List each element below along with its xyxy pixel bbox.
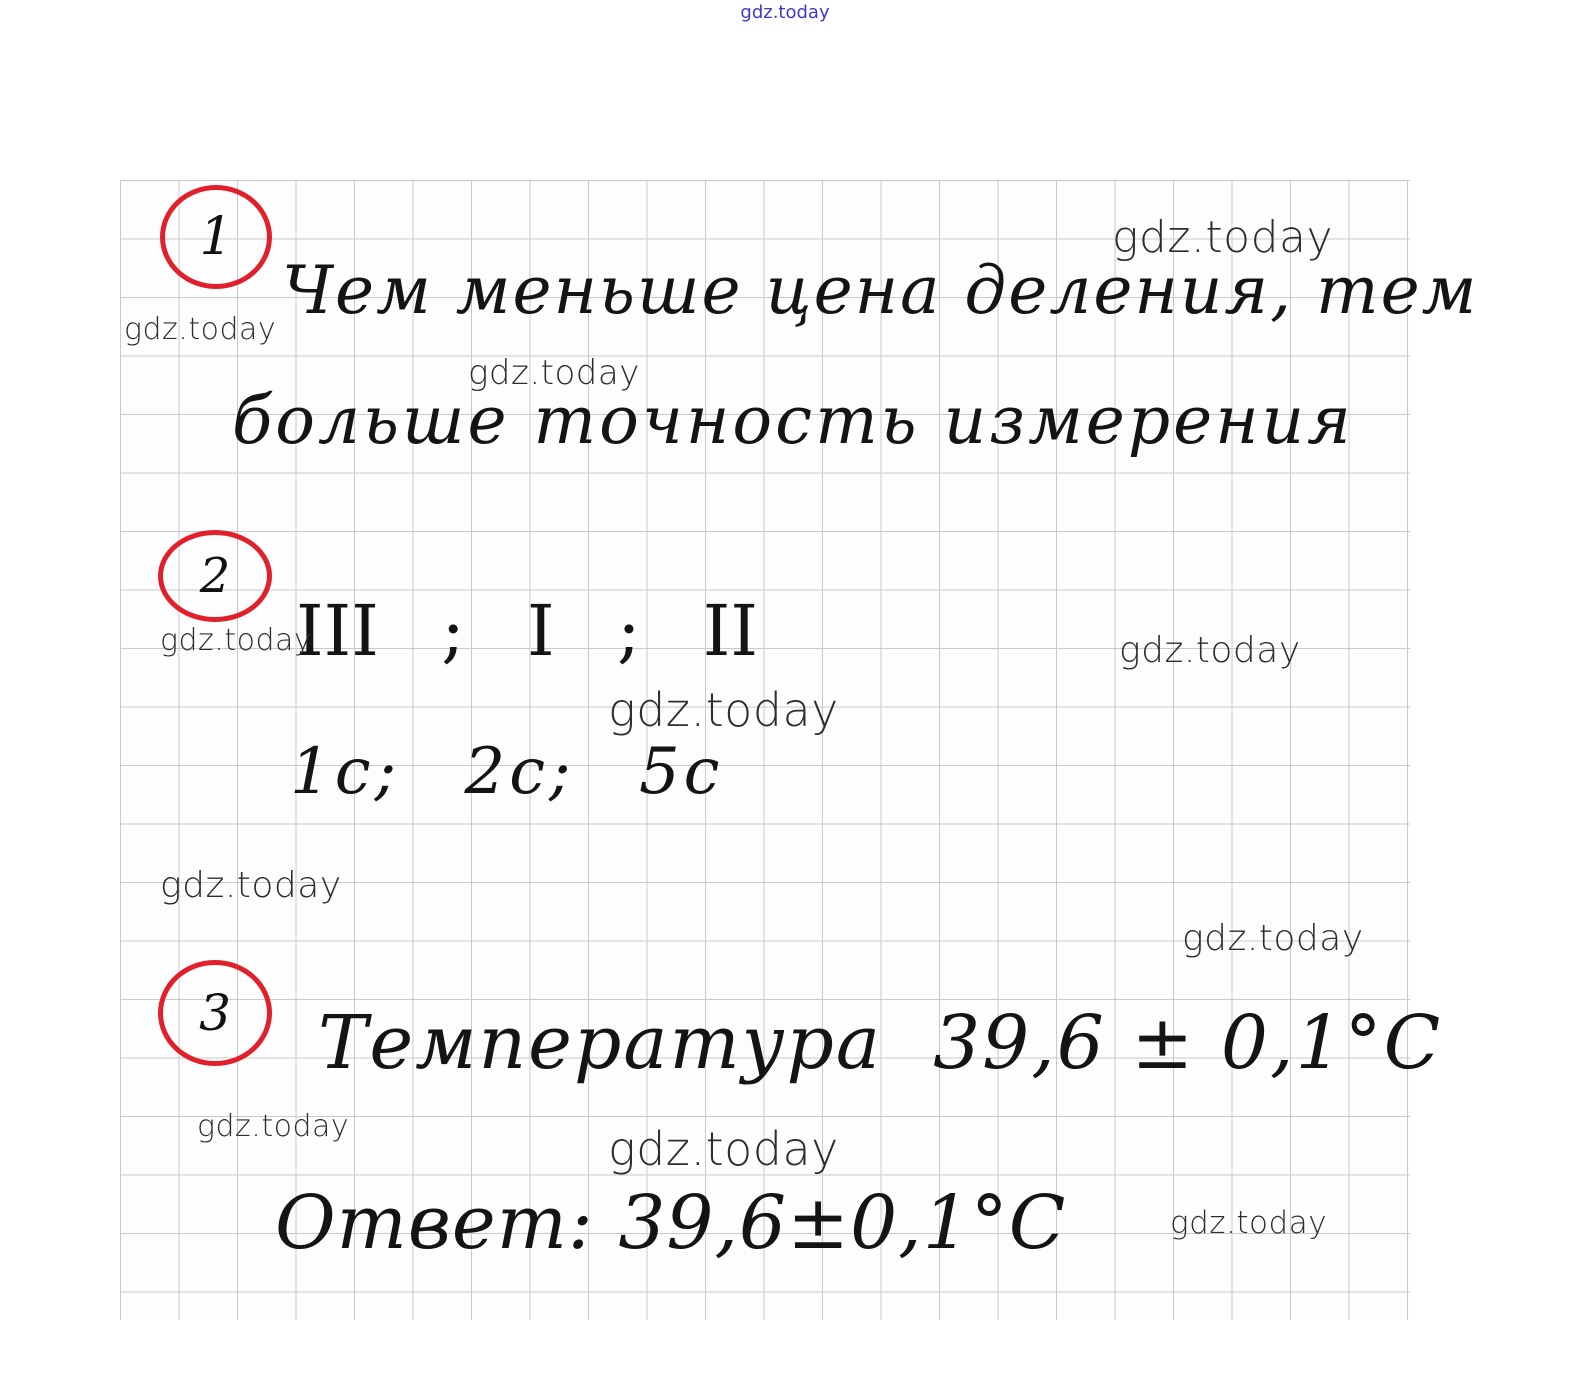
watermark: gdz.today — [1170, 1205, 1328, 1241]
task-2-number: 2 — [199, 548, 231, 604]
task-2-line-1: III ; I ; II — [296, 590, 759, 672]
watermark: gdz.today — [160, 623, 313, 658]
task-2-number-circle — [158, 530, 272, 622]
task-3-number: 3 — [199, 984, 231, 1042]
task-1-line-2: больше точность измерения — [232, 382, 1354, 459]
top-watermark: gdz.today — [740, 2, 830, 23]
task-1-line-1: Чем меньше цена деления, тем — [282, 252, 1479, 329]
watermark: gdz.today — [124, 312, 277, 347]
watermark: gdz.today — [1182, 918, 1364, 959]
task-3-number-circle — [158, 960, 272, 1066]
watermark: gdz.today — [197, 1109, 350, 1144]
watermark: gdz.today — [1119, 630, 1301, 671]
task-3-answer: Ответ: 39,6±0,1°С — [275, 1180, 1067, 1266]
watermark: gdz.today — [1112, 212, 1334, 263]
task-1-number-circle — [160, 185, 272, 289]
watermark: gdz.today — [160, 865, 342, 906]
task-3-line-1: Температура 39,6 ± 0,1°С — [318, 1000, 1443, 1086]
watermark: gdz.today — [468, 353, 640, 393]
watermark: gdz.today — [608, 683, 839, 737]
watermark: gdz.today — [608, 1122, 839, 1176]
task-1-number: 1 — [199, 207, 233, 267]
task-2-line-2: 1с; 2с; 5с — [290, 735, 724, 809]
